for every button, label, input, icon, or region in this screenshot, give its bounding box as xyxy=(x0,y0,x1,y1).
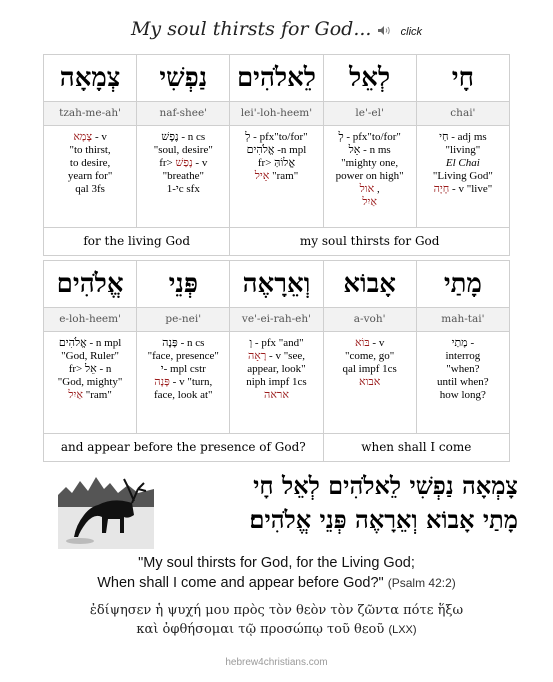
grammar-line xyxy=(44,144,136,157)
grammar-fragment: אֱלוֹהַּ xyxy=(274,157,296,169)
grammar-fragment: fr> xyxy=(159,157,176,169)
grammar-line xyxy=(137,350,229,363)
grammar-line xyxy=(44,183,136,196)
grammar-line xyxy=(44,157,136,170)
grammar-notes xyxy=(44,332,137,434)
grammar-line xyxy=(230,170,322,183)
grammar-line xyxy=(324,376,416,389)
grammar-fragment: וְ xyxy=(249,337,253,349)
grammar-line xyxy=(417,170,509,183)
grammar-fragment: - v xyxy=(92,131,107,143)
grammar-line xyxy=(417,350,509,363)
grammar-line xyxy=(137,170,229,183)
grammar-fragment: - pfx"to/for" xyxy=(343,131,401,143)
greek-line-text: καὶ ὀφθήσομαι τῷ προσώπῳ τοῦ θεοῦ xyxy=(136,622,385,637)
grammar-fragment: אַיִל xyxy=(362,196,377,208)
grammar-line xyxy=(137,337,229,350)
transliteration: mah-tai' xyxy=(416,308,509,332)
grammar-line xyxy=(324,131,416,144)
grammar-fragment: "when? xyxy=(446,363,480,375)
grammar-fragment: - v xyxy=(369,337,385,349)
hebrew-word-row xyxy=(44,261,510,308)
speaker-icon[interactable] xyxy=(377,21,392,40)
grammar-notes xyxy=(323,332,416,434)
hebrew-word-row xyxy=(44,55,510,102)
grammar-line xyxy=(44,337,136,350)
grammar-line xyxy=(230,376,322,389)
grammar-line xyxy=(44,350,136,363)
grammar-fragment: י- mpl cstr xyxy=(160,363,206,375)
grammar-line xyxy=(417,389,509,402)
grammar-fragment: interrog xyxy=(445,350,481,362)
grammar-fragment: yearn for" xyxy=(67,170,113,182)
grammar-fragment: י-1c sfx xyxy=(166,183,200,195)
grammar-fragment: - v "see, xyxy=(266,350,305,362)
transliteration-row xyxy=(44,102,510,126)
deer-drinking-icon xyxy=(58,467,154,549)
grammar-line xyxy=(230,157,322,170)
grammar-fragment: - n cs xyxy=(177,337,205,349)
grammar-line xyxy=(417,183,509,196)
grammar-notes xyxy=(137,332,230,434)
audio-click-link[interactable]: click xyxy=(400,26,423,38)
grammar-fragment: אֵיל xyxy=(254,170,270,182)
hebrew-word: נַפְשִׁי xyxy=(137,55,230,102)
grammar-fragment: to desire, xyxy=(69,157,111,169)
grammar-fragment: - v xyxy=(192,157,208,169)
grammar-fragment: מָתַי xyxy=(451,337,468,349)
grammar-line xyxy=(137,183,229,196)
grammar-line xyxy=(137,157,229,170)
grammar-line xyxy=(137,144,229,157)
grammar-fragment: - n ms xyxy=(360,144,391,156)
grammar-fragment: El Chai xyxy=(445,157,480,169)
grammar-fragment: אֱלֹהִים xyxy=(58,337,87,349)
grammar-fragment: "face, presence" xyxy=(147,350,219,362)
grammar-line xyxy=(417,337,509,350)
hebrew-word: חָי xyxy=(416,55,509,102)
transliteration: lei'-loh-heem' xyxy=(230,102,323,126)
grammar-fragment: - adj ms xyxy=(448,131,487,143)
verse-reference: (Psalm 42:2) xyxy=(387,576,456,590)
grammar-fragment: פָּנָה xyxy=(154,376,170,388)
grammar-fragment: בּוֹא xyxy=(354,337,370,349)
grammar-fragment: until when? xyxy=(437,376,489,388)
grammar-notes xyxy=(230,332,323,434)
grammar-notes xyxy=(230,126,323,228)
grammar-fragment: qal 3fs xyxy=(75,183,105,195)
grammar-fragment: how long? xyxy=(439,389,486,401)
grammar-fragment: "ram" xyxy=(269,170,299,182)
grammar-notes xyxy=(44,126,137,228)
grammar-line xyxy=(417,376,509,389)
grammar-fragment: , xyxy=(374,183,380,195)
grammar-notes xyxy=(416,126,509,228)
greek-line-2 xyxy=(0,620,553,640)
grammar-fragment: לְ xyxy=(245,131,251,143)
grammar-fragment: אבוא xyxy=(358,376,381,388)
grammar-fragment: - xyxy=(467,337,475,349)
grammar-fragment: qal impf 1cs xyxy=(342,363,397,375)
meaning-row xyxy=(44,228,510,256)
grammar-fragment: - pfx"to/for" xyxy=(250,131,308,143)
grammar-line xyxy=(230,350,322,363)
transliteration-row xyxy=(44,308,510,332)
grammar-fragment: אראה xyxy=(264,389,289,401)
grammar-fragment: פָּנֶה xyxy=(162,337,178,349)
grammar-line xyxy=(324,196,416,209)
hebrew-word: מָתַי xyxy=(416,261,509,308)
grammar-fragment: fr> xyxy=(68,363,86,375)
grammar-notes xyxy=(323,126,416,228)
greek-translation xyxy=(0,601,553,640)
grammar-fragment: "living" xyxy=(445,144,481,156)
transliteration: ve'-ei-rah-eh' xyxy=(230,308,323,332)
english-line-2 xyxy=(0,573,553,593)
site-credit[interactable]: hebrew4christians.com xyxy=(225,657,328,668)
grammar-line xyxy=(44,363,136,376)
grammar-line xyxy=(137,131,229,144)
hebrew-word: לְאֵל xyxy=(323,55,416,102)
grammar-fragment: - v "turn, xyxy=(169,376,213,388)
transliteration: tzah-me-ah' xyxy=(44,102,137,126)
grammar-fragment: "Living God" xyxy=(432,170,493,182)
transliteration: le'-el' xyxy=(323,102,416,126)
meaning-phrase: and appear before the presence of God? xyxy=(44,434,324,462)
grammar-fragment: power on high" xyxy=(335,170,404,182)
english-line-text: When shall I come and appear before God?" xyxy=(97,575,384,591)
grammar-fragment: - n xyxy=(96,363,112,375)
page-title: My soul thirsts for God... xyxy=(130,18,372,40)
grammar-line xyxy=(417,157,509,170)
english-line: "My soul thirsts for God, for the Living God; xyxy=(138,555,415,571)
grammar-fragment: נֶפֶשׁ xyxy=(161,131,179,143)
grammar-fragment: לְ xyxy=(338,131,344,143)
grammar-fragment: אַיִל xyxy=(68,389,83,401)
grammar-line xyxy=(137,376,229,389)
grammar-notes xyxy=(137,126,230,228)
grammar-fragment: appear, look" xyxy=(247,363,306,375)
grammar-line xyxy=(324,170,416,183)
grammar-row xyxy=(44,126,510,228)
hebrew-verse-line: צָמְאָה נַפְשִׁי לֵאלֹהִים לְאֵל חָי xyxy=(253,471,518,500)
grammar-line xyxy=(417,363,509,376)
transliteration: chai' xyxy=(416,102,509,126)
grammar-line xyxy=(137,363,229,376)
meaning-phrase: when shall I come xyxy=(323,434,509,462)
grammar-fragment: - pfx "and" xyxy=(252,337,304,349)
transliteration: a-voh' xyxy=(323,308,416,332)
grammar-fragment: fr> xyxy=(257,157,275,169)
grammar-fragment: רָאָה xyxy=(247,350,267,362)
hebrew-word: צְמָאָה xyxy=(44,55,137,102)
grammar-notes xyxy=(416,332,509,434)
grammar-line xyxy=(44,376,136,389)
hebrew-verse-line: מָתַי אָבוֹא וְאֵרָאֶה פְּנֵי אֱלֹהִים׃ xyxy=(249,505,518,534)
greek-line: ἐδίψησεν ἡ ψυχή μου πρὸς τὸν θεὸν τὸν ζῶντα πότε ἥξω xyxy=(89,603,464,618)
grammar-fragment: אֵל xyxy=(85,363,97,375)
grammar-fragment: "soul, desire" xyxy=(153,144,213,156)
grammar-line xyxy=(230,389,322,402)
grammar-line xyxy=(230,363,322,376)
grammar-fragment: אול xyxy=(359,183,375,195)
verse-block xyxy=(52,463,518,551)
hebrew-word: פְּנֵי xyxy=(137,261,230,308)
transliteration: e-loh-heem' xyxy=(44,308,137,332)
grammar-line xyxy=(230,144,322,157)
transliteration: pe-nei' xyxy=(137,308,230,332)
title-bar xyxy=(0,18,553,46)
hebrew-verse xyxy=(162,469,518,537)
word-table-1 xyxy=(43,54,510,256)
grammar-line xyxy=(324,363,416,376)
grammar-line xyxy=(230,131,322,144)
grammar-line xyxy=(324,350,416,363)
grammar-fragment: -n mpl xyxy=(274,144,307,156)
grammar-line xyxy=(44,389,136,402)
transliteration: naf-shee' xyxy=(137,102,230,126)
hebrew-word: אָבוֹא xyxy=(323,261,416,308)
meaning-row xyxy=(44,434,510,462)
grammar-line xyxy=(417,131,509,144)
grammar-fragment: "come, go" xyxy=(345,350,395,362)
grammar-fragment: - n cs xyxy=(178,131,206,143)
grammar-fragment: חָיָה xyxy=(433,183,450,195)
hebrew-word: לֵאלֹהִים xyxy=(230,55,323,102)
greek-source: (LXX) xyxy=(388,624,417,636)
grammar-line xyxy=(324,183,416,196)
meaning-phrase: my soul thirsts for God xyxy=(230,228,510,256)
grammar-fragment: "to thirst, xyxy=(69,144,111,156)
english-translation xyxy=(0,553,553,593)
grammar-fragment: "breathe" xyxy=(162,170,204,182)
grammar-line xyxy=(137,389,229,402)
grammar-line xyxy=(44,131,136,144)
grammar-fragment: "ram" xyxy=(82,389,112,401)
grammar-line xyxy=(230,337,322,350)
grammar-fragment: צָמָא xyxy=(73,131,93,143)
grammar-line xyxy=(324,157,416,170)
grammar-fragment: - v "live" xyxy=(449,183,493,195)
grammar-fragment: חַי xyxy=(439,131,449,143)
grammar-fragment: face, look at" xyxy=(154,389,213,401)
grammar-line xyxy=(417,144,509,157)
grammar-fragment: נָפַשׁ xyxy=(175,157,193,169)
grammar-line xyxy=(324,337,416,350)
grammar-fragment: - n mpl xyxy=(86,337,122,349)
meaning-phrase: for the living God xyxy=(44,228,230,256)
grammar-fragment: "God, mighty" xyxy=(57,376,123,388)
grammar-fragment: אֱלֹהִים xyxy=(246,144,275,156)
grammar-fragment: אֵל xyxy=(348,144,361,156)
hebrew-word: וְאֵרָאֶה xyxy=(230,261,323,308)
grammar-fragment: "mighty one, xyxy=(341,157,399,169)
hebrew-word: אֱלֹהִים xyxy=(44,261,137,308)
word-table-2 xyxy=(43,260,510,462)
grammar-line xyxy=(44,170,136,183)
grammar-fragment: niph impf 1cs xyxy=(246,376,307,388)
grammar-line xyxy=(324,144,416,157)
grammar-row xyxy=(44,332,510,434)
grammar-fragment: "God, Ruler" xyxy=(61,350,120,362)
